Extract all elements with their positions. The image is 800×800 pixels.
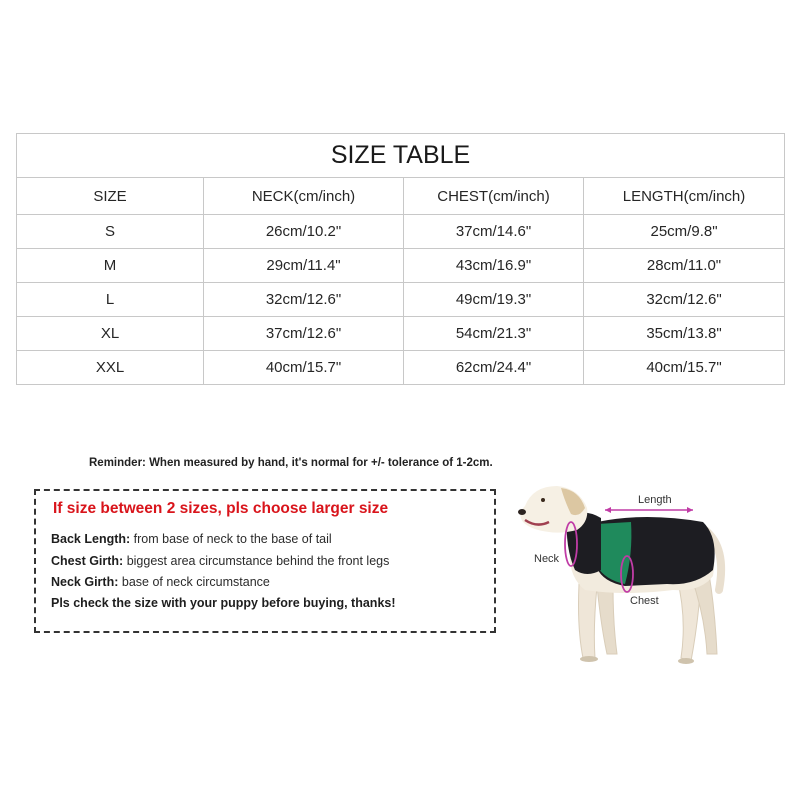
table-cell: 35cm/13.8" bbox=[584, 317, 785, 351]
table-cell: S bbox=[17, 215, 204, 249]
dog-front-leg bbox=[597, 586, 617, 654]
table-cell: L bbox=[17, 283, 204, 317]
table-cell: 28cm/11.0" bbox=[584, 249, 785, 283]
table-row bbox=[17, 215, 785, 249]
dog-paw bbox=[678, 658, 694, 664]
table-cell: M bbox=[17, 249, 204, 283]
note-text: biggest area circumstance behind the front legs bbox=[123, 554, 390, 568]
length-arrow-left bbox=[605, 507, 611, 513]
dog-paw bbox=[580, 656, 598, 662]
table-cell: 49cm/19.3" bbox=[404, 283, 584, 317]
column-header: NECK(cm/inch) bbox=[204, 178, 404, 215]
table-cell: 37cm/12.6" bbox=[204, 317, 404, 351]
table-cell: 43cm/16.9" bbox=[404, 249, 584, 283]
table-cell: 37cm/14.6" bbox=[404, 215, 584, 249]
back-length-note bbox=[51, 532, 332, 546]
note-label: Neck Girth: bbox=[51, 575, 119, 589]
neck-girth-note bbox=[51, 575, 270, 589]
table-cell: 62cm/24.4" bbox=[404, 351, 584, 385]
table-cell: 32cm/12.6" bbox=[584, 283, 785, 317]
dog-nose bbox=[518, 509, 526, 515]
table-row bbox=[17, 283, 785, 317]
column-header: LENGTH(cm/inch) bbox=[584, 178, 785, 215]
dog-front-leg bbox=[579, 584, 598, 658]
column-header: CHEST(cm/inch) bbox=[404, 178, 584, 215]
table-row bbox=[17, 249, 785, 283]
dog-eye bbox=[541, 498, 545, 502]
note-text: base of neck circumstance bbox=[118, 575, 270, 589]
length-arrow-right bbox=[687, 507, 693, 513]
note-text: from base of neck to the base of tail bbox=[130, 532, 332, 546]
neck-label: Neck bbox=[534, 553, 560, 565]
table-row bbox=[17, 317, 785, 351]
table-cell: 26cm/10.2" bbox=[204, 215, 404, 249]
length-label: Length bbox=[638, 494, 672, 506]
table-cell: 40cm/15.7" bbox=[584, 351, 785, 385]
table-cell: 32cm/12.6" bbox=[204, 283, 404, 317]
table-cell: 29cm/11.4" bbox=[204, 249, 404, 283]
column-header: SIZE bbox=[17, 178, 204, 215]
note-headline: If size between 2 sizes, pls choose larger size bbox=[53, 500, 389, 517]
size-note-box bbox=[34, 489, 496, 633]
table-header-row bbox=[17, 178, 785, 215]
table-cell: XL bbox=[17, 317, 204, 351]
dog-measurement-illustration bbox=[505, 478, 745, 673]
note-label: Chest Girth: bbox=[51, 554, 124, 568]
closing-note: Pls check the size with your puppy before buying, thanks! bbox=[51, 596, 396, 610]
table-cell: XXL bbox=[17, 351, 204, 385]
table-cell: 54cm/21.3" bbox=[404, 317, 584, 351]
reminder-text: Reminder: When measured by hand, it's normal for +/- tolerance of 1-2cm. bbox=[89, 457, 493, 469]
table-row bbox=[17, 351, 785, 385]
table-cell: 40cm/15.7" bbox=[204, 351, 404, 385]
table-title: SIZE TABLE bbox=[17, 134, 785, 178]
chest-girth-note bbox=[51, 554, 389, 568]
size-table bbox=[16, 133, 785, 385]
table-cell: 25cm/9.8" bbox=[584, 215, 785, 249]
chest-label: Chest bbox=[630, 595, 659, 607]
note-label: Back Length: bbox=[51, 532, 131, 546]
